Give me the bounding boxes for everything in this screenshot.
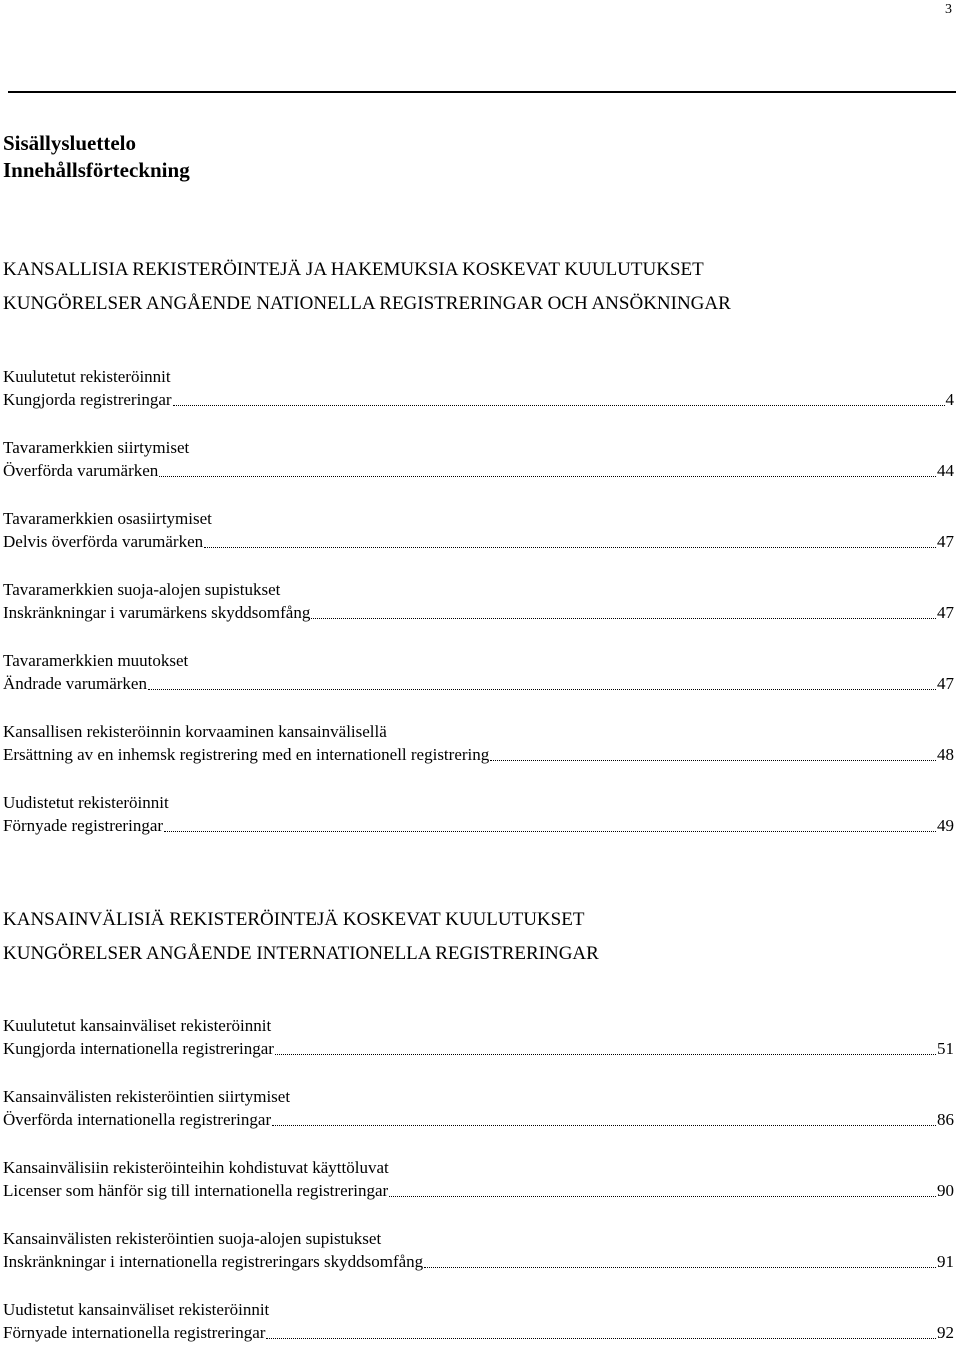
- toc-entry-title-fi: Kansallisen rekisteröinnin korvaaminen kansainvälisellä: [3, 722, 387, 741]
- dot-leader: [173, 383, 945, 406]
- dot-leader: [272, 1103, 936, 1126]
- toc-entry-page[interactable]: 4: [945, 390, 954, 409]
- dot-leader: [389, 1174, 936, 1197]
- section-title-sv: KUNGÖRELSER ANGÅENDE INTERNATIONELLA REGISTRERINGAR: [3, 943, 599, 964]
- toc-entry-page[interactable]: 49: [937, 816, 954, 835]
- toc-entry[interactable]: [3, 791, 954, 862]
- toc-entry-title-fi: Kuulutetut kansainväliset rekisteröinnit: [3, 1016, 272, 1035]
- dot-leader: [275, 1032, 936, 1055]
- section-title-sv: KUNGÖRELSER ANGÅENDE NATIONELLA REGISTRERINGAR OCH ANSÖKNINGAR: [3, 293, 731, 314]
- dot-leader: [311, 596, 936, 619]
- toc-entry-page[interactable]: 90: [937, 1181, 954, 1200]
- toc-entry-page[interactable]: 47: [937, 603, 954, 622]
- toc-entry-title-sv[interactable]: Kungjorda internationella registreringar: [3, 1039, 274, 1058]
- toc-entry-title-sv[interactable]: Inskränkningar i internationella registreringars skyddsomfång: [3, 1252, 424, 1271]
- toc-entry-title-sv[interactable]: Licenser som hänför sig till internationella registreringar: [3, 1181, 389, 1200]
- toc-entry-page[interactable]: 44: [937, 461, 954, 480]
- toc-entry-title-sv[interactable]: Överförda varumärken: [3, 461, 159, 480]
- toc-entry-title-sv[interactable]: Inskränkningar i varumärkens skyddsomfång: [3, 603, 311, 622]
- toc-entry[interactable]: [3, 720, 954, 791]
- toc-list-national: [3, 365, 954, 862]
- dot-leader: [424, 1245, 936, 1268]
- toc-entry-title-sv[interactable]: Förnyade registreringar: [3, 816, 164, 835]
- toc-entry-page[interactable]: 48: [937, 745, 954, 764]
- toc-heading-sv: Innehållsförteckning: [3, 158, 190, 182]
- section-title-fi: KANSALLISIA REKISTERÖINTEJÄ JA HAKEMUKSIA KOSKEVAT KUULUTUKSET: [3, 259, 704, 280]
- toc-entry[interactable]: [3, 1014, 954, 1085]
- dot-leader: [148, 667, 936, 690]
- toc-entry-title-fi: Tavaramerkkien osasiirtymiset: [3, 509, 212, 528]
- toc-entry-title-fi: Uudistetut rekisteröinnit: [3, 793, 169, 812]
- toc-entry[interactable]: [3, 1156, 954, 1227]
- toc-list-international: [3, 1014, 954, 1369]
- toc-entry-title-fi: Kuulutetut rekisteröinnit: [3, 367, 171, 386]
- toc-entry-title-fi: Uudistetut kansainväliset rekisteröinnit: [3, 1300, 270, 1319]
- toc-entry-title-sv[interactable]: Delvis överförda varumärken: [3, 532, 204, 551]
- toc-entry-title-fi: Tavaramerkkien suoja-alojen supistukset: [3, 580, 281, 599]
- toc-entry-title-fi: Tavaramerkkien muutokset: [3, 651, 189, 670]
- toc-entry-page[interactable]: 92: [937, 1323, 954, 1342]
- section-heading-international: [3, 903, 599, 971]
- toc-entry-title-sv[interactable]: Överförda internationella registreringar: [3, 1110, 272, 1129]
- toc-entry-page[interactable]: 47: [937, 532, 954, 551]
- toc-entry[interactable]: [3, 1085, 954, 1156]
- toc-entry[interactable]: [3, 507, 954, 578]
- header-rule: [8, 91, 956, 93]
- toc-heading-fi: Sisällysluettelo: [3, 131, 137, 155]
- toc-entry[interactable]: [3, 1298, 954, 1369]
- page-number: 3: [945, 2, 952, 17]
- section-title-fi: KANSAINVÄLISIÄ REKISTERÖINTEJÄ KOSKEVAT KUULUTUKSET: [3, 909, 585, 930]
- toc-entry-title-sv[interactable]: Förnyade internationella registreringar: [3, 1323, 266, 1342]
- toc-entry-title-fi: Tavaramerkkien siirtymiset: [3, 438, 190, 457]
- toc-entry-title-fi: Kansainvälisiin rekisteröinteihin kohdistuvat käyttöluvat: [3, 1158, 389, 1177]
- toc-entry[interactable]: [3, 1227, 954, 1298]
- toc-entry-title-sv[interactable]: Ersättning av en inhemsk registrering med en internationell registrering: [3, 745, 490, 764]
- toc-entry-title-sv[interactable]: Kungjorda registreringar: [3, 390, 172, 409]
- section-heading-national: [3, 253, 731, 321]
- dot-leader: [159, 454, 936, 477]
- toc-entry-title-sv[interactable]: Ändrade varumärken: [3, 674, 147, 693]
- toc-entry-page[interactable]: 51: [937, 1039, 954, 1058]
- dot-leader: [164, 809, 936, 832]
- toc-entry[interactable]: [3, 365, 954, 436]
- toc-entry-title-fi: Kansainvälisten rekisteröintien siirtymiset: [3, 1087, 291, 1106]
- dot-leader: [490, 738, 936, 761]
- dot-leader: [266, 1316, 936, 1339]
- toc-entry[interactable]: [3, 436, 954, 507]
- toc-entry[interactable]: [3, 649, 954, 720]
- toc-entry-title-fi: Kansainvälisten rekisteröintien suoja-alojen supistukset: [3, 1229, 382, 1248]
- toc-entry-page[interactable]: 91: [937, 1252, 954, 1271]
- toc-entry[interactable]: [3, 578, 954, 649]
- toc-entry-page[interactable]: 86: [937, 1110, 954, 1129]
- dot-leader: [204, 525, 936, 548]
- toc-heading: [3, 130, 190, 184]
- toc-entry-page[interactable]: 47: [937, 674, 954, 693]
